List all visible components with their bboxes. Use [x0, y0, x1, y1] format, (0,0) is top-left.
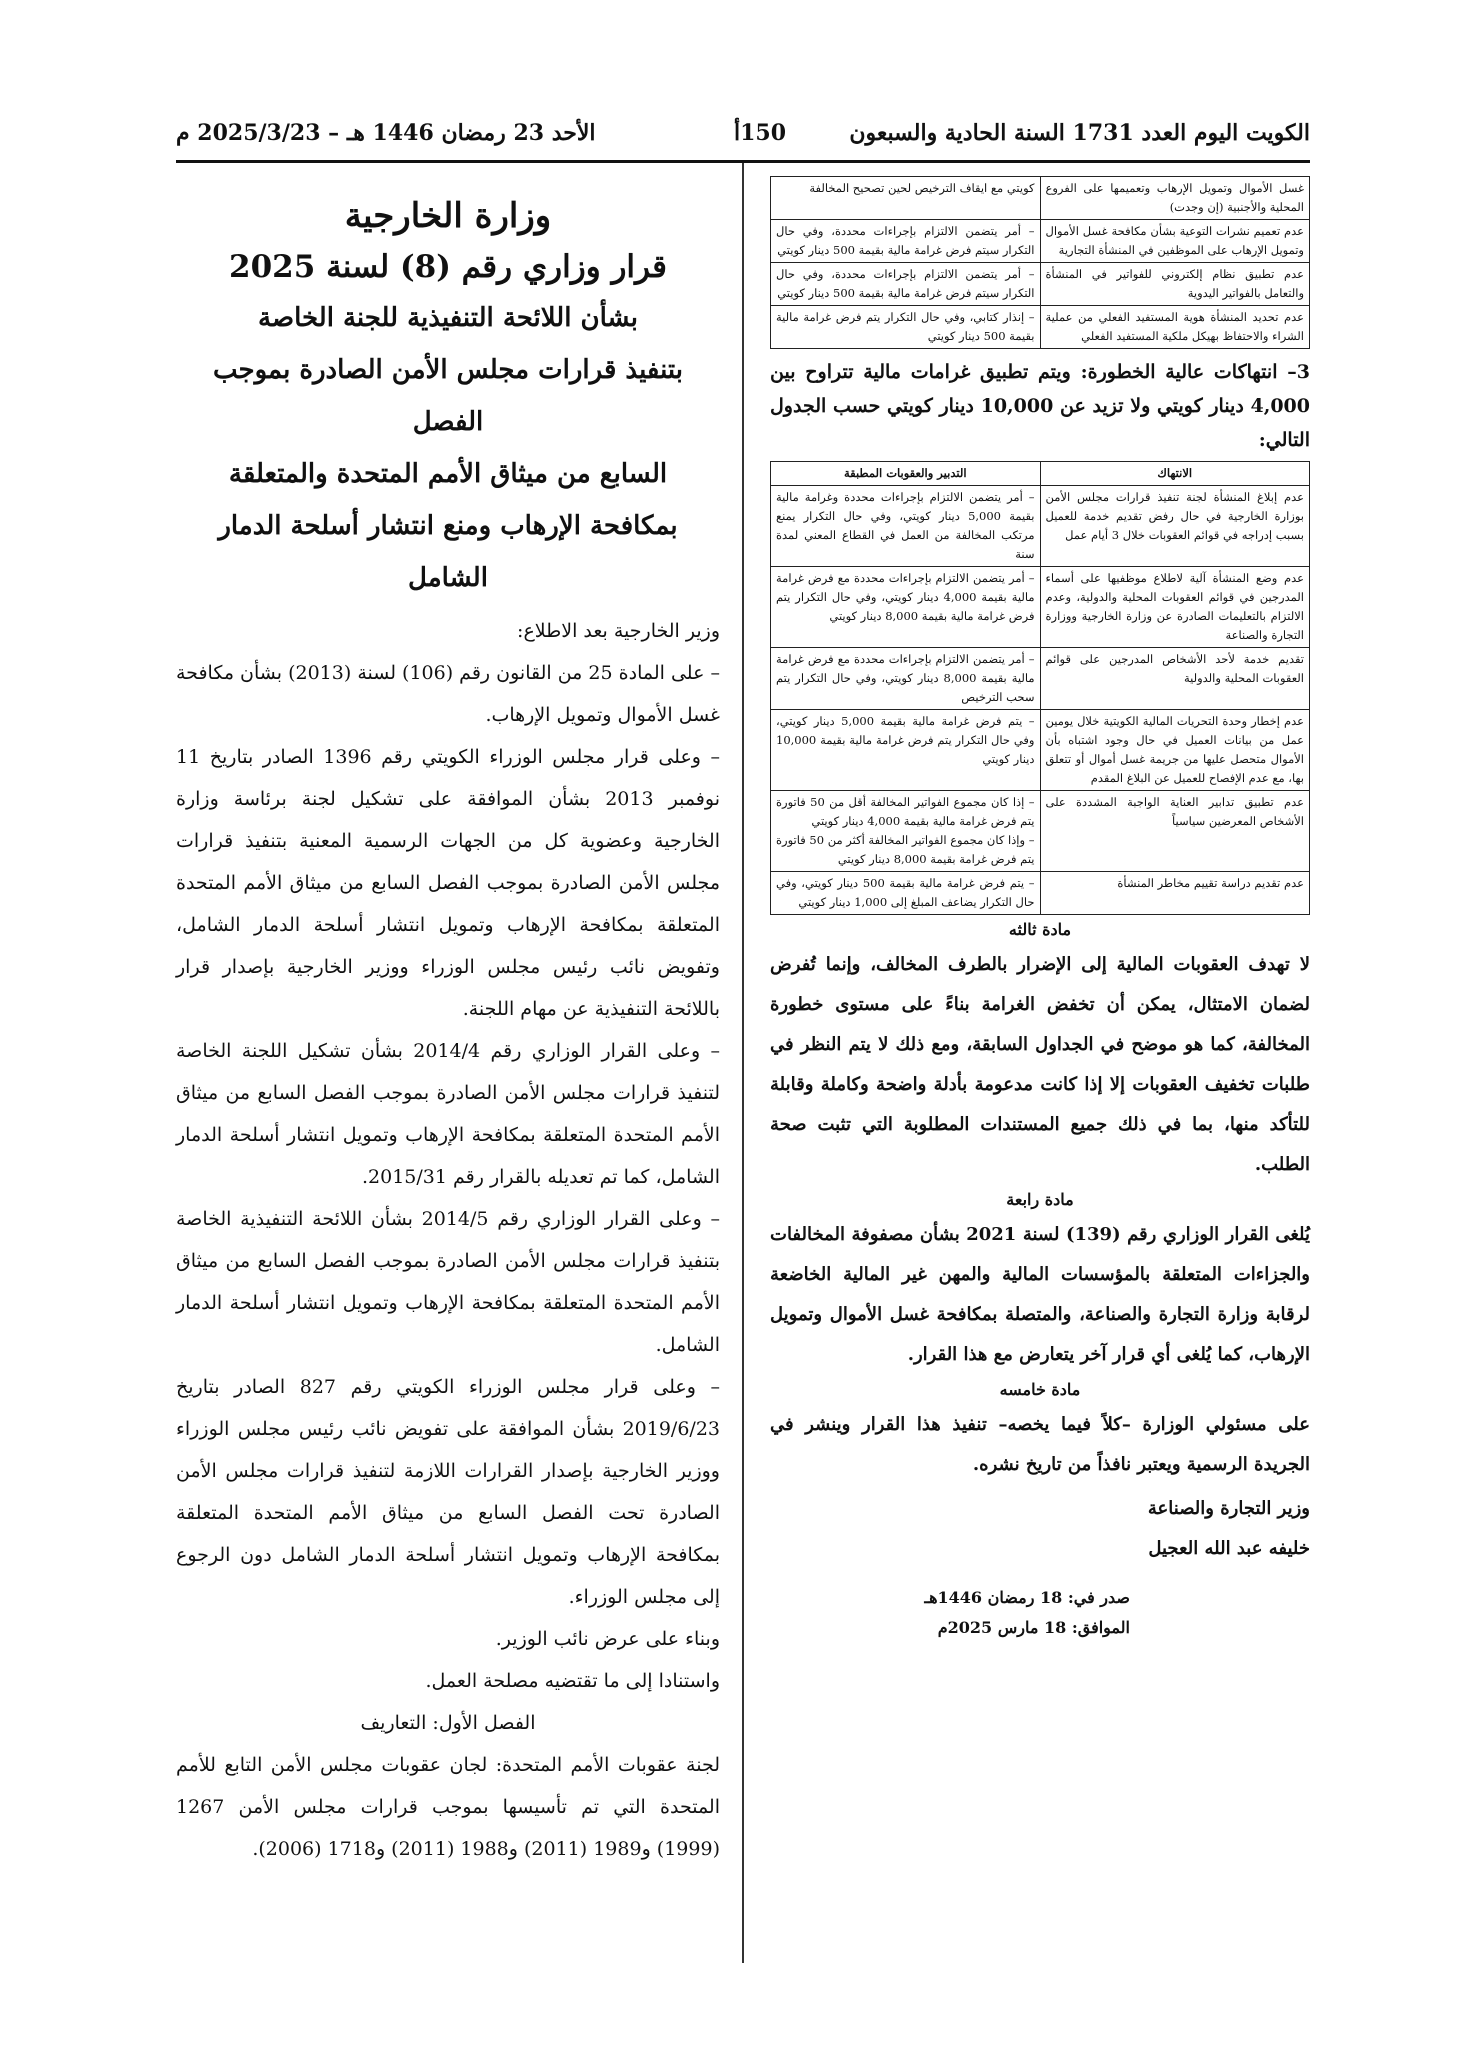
signatory-name: خليفه عبد الله العجيل — [1148, 1538, 1310, 1559]
penalty-cell: – أمر يتضمن الالتزام بإجراءات محددة مع فرض غرامة مالية بقيمة 4,000 دينار كويتي، وفي حال التكرار يتم فرض غرامة مالية بقيمة 8,000 دينار كويتي — [771, 567, 1041, 648]
violation-cell: عدم تطبيق نظام إلكتروني للفواتير في المنشأة والتعامل بالفواتير اليدوية — [1040, 263, 1310, 306]
penalty-cell: – أمر يتضمن الالتزام بإجراءات محددة وغرامة مالية بقيمة 5,000 دينار كويتي، وفي حال التكرار يمنع مرتكب المخالفة من العمل في القطاع المعني لمدة سنة — [771, 486, 1041, 567]
preamble-paragraph: وبناء على عرض نائب الوزير. — [495, 1628, 720, 1650]
article-5-text: على مسئولي الوزارة –كلاً فيما يخصه– تنفيذ هذا القرار وينشر في الجريدة الرسمية ويعتبر نافذاً من تاريخ نشره. — [770, 1414, 1310, 1475]
preamble-paragraph: – وعلى قرار مجلس الوزراء الكويتي رقم 1396 الصادر بتاريخ 11 نوفمبر 2013 بشأن الموافقة على تشكيل لجنة برئاسة وزارة الخارجية وعضوية كل من الجهات الرسمية المعنية بتنفيذ قرارات مجلس الأمن الصادرة بموجب الفصل السابع من ميثاق الأمم المتحدة المتعلقة بمكافحة الإرهاب وتمويل انتشار أسلحة الدمار الشامل، وتفويض نائب رئيس مجلس الوزراء ووزير الخارجية بإصدار قرار باللائحة التنفيذية عن مهام اللجنة. — [176, 746, 720, 1020]
issue-dates — [770, 1583, 1310, 1643]
decree-subject-2: بتنفيذ قرارات مجلس الأمن الصادرة بموجب الفصل — [213, 355, 683, 437]
table-row — [771, 263, 1310, 306]
preamble-paragraph: – وعلى القرار الوزاري رقم 2014/4 بشأن تشكيل اللجنة الخاصة لتنفيذ قرارات مجلس الأمن الصادرة بموجب الفصل السابع من ميثاق الأمم المتحدة المتعلقة بمكافحة الإرهاب وتمويل انتشار أسلحة الدمار الشامل، كما تم تعديله بالقرار رقم 2015/31. — [176, 1040, 720, 1188]
ministry-title: وزارة الخارجية — [344, 196, 552, 236]
article-3-title: مادة ثالثه — [1008, 920, 1072, 939]
high-severity-violations-table — [770, 461, 1310, 915]
issued-hijri-date: صدر في: 18 رمضان 1446هـ — [924, 1588, 1130, 1607]
signature-block — [770, 1489, 1310, 1569]
table-row — [771, 710, 1310, 791]
chapter-title: الفصل الأول: التعاريف — [360, 1712, 536, 1734]
penalty-cell: – أمر يتضمن الالتزام بإجراءات محددة، وفي حال التكرار سيتم فرض غرامة مالية بقيمة 500 دينار كويتي — [771, 263, 1041, 306]
issue-date: الأحد 23 رمضان 1446 هـ – 2025/3/23 م — [176, 120, 596, 146]
penalty-cell: – إذا كان مجموع الفواتير المخالفة أقل من 50 فاتورة يتم فرض غرامة مالية بقيمة 4,000 دينار كويتي – وإذا كان مجموع الفواتير المخالفة أكثر من 50 فاتورة يتم فرض غرامة بقيمة 8,000 دينار كويتي — [771, 791, 1041, 872]
page-number: 150أ — [734, 120, 787, 146]
penalty-cell: – أمر يتضمن الالتزام بإجراءات محددة مع فرض غرامة مالية بقيمة 8,000 دينار كويتي، وفي حال التكرار يتم سحب الترخيص — [771, 648, 1041, 710]
signatory-title: وزير التجارة والصناعة — [1147, 1498, 1310, 1519]
violation-cell: عدم وضع المنشأة آلية لاطلاع موظفيها على أسماء المدرجين في قوائم العقوبات المحلية والدولية، وعدم الالتزام بالتعليمات الصادرة عن وزارة الخارجية ووزارة التجارة والصناعة — [1040, 567, 1310, 648]
newspaper-issue: الكويت اليوم العدد 1731 السنة الحادية والسبعون — [849, 120, 1310, 146]
preamble-paragraph: – وعلى قرار مجلس الوزراء الكويتي رقم 827 الصادر بتاريخ 2019/6/23 بشأن الموافقة على تفويض نائب رئيس مجلس الوزراء ووزير الخارجية بإصدار القرارات اللازمة لتنفيذ قرارات مجلس الأمن الصادرة تحت الفصل السابع من ميثاق الأمم المتحدة المتعلقة بمكافحة الإرهاب وتمويل انتشار أسلحة الدمار الشامل دون الرجوع إلى مجلس الوزراء. — [176, 1376, 720, 1608]
column-divider — [742, 163, 744, 1963]
table-row — [771, 872, 1310, 915]
violation-header: الانتهاك — [1040, 462, 1310, 486]
preamble-paragraph: – على المادة 25 من القانون رقم (106) لسنة (2013) بشأن مكافحة غسل الأموال وتمويل الإرهاب. — [176, 662, 720, 726]
article-4-text: يُلغى القرار الوزاري رقم (139) لسنة 2021 بشأن مصفوفة المخالفات والجزاءات المتعلقة بالمؤسسات المالية والمهن غير المالية الخاضعة لرقابة وزارة التجارة والصناعة، والمتصلة بمكافحة غسل الأموال وتمويل الإرهاب، كما يُلغى أي قرار آخر يتعارض مع هذا القرار. — [770, 1224, 1310, 1365]
violation-cell: عدم تحديد المنشأة هوية المستفيد الفعلي من عملية الشراء والاحتفاظ بهيكل ملكية المستفيد الفعلي — [1040, 306, 1310, 349]
regulation-column — [770, 176, 1310, 1643]
violation-cell: عدم إبلاغ المنشأة لجنة تنفيذ قرارات مجلس الأمن بوزارة الخارجية في حال رفض تقديم خدمة للعميل بسبب إدراجه في قوائم العقوبات خلال 3 أيام عمل — [1040, 486, 1310, 567]
penalty-cell: – أمر يتضمن الالتزام بإجراءات محددة، وفي حال التكرار سيتم فرض غرامة مالية بقيمة 500 دينار كويتي — [771, 220, 1041, 263]
violation-cell: تقديم خدمة لأحد الأشخاص المدرجين على قوائم العقوبات المحلية والدولية — [1040, 648, 1310, 710]
penalty-header: التدبير والعقوبات المطبقة — [771, 462, 1041, 486]
table-row — [771, 306, 1310, 349]
decree-subject-4: بمكافحة الإرهاب ومنع انتشار أسلحة الدمار الشامل — [218, 511, 678, 593]
decree-subject-1: بشأن اللائحة التنفيذية للجنة الخاصة — [258, 303, 638, 333]
table-row — [771, 648, 1310, 710]
preamble-paragraph: وزير الخارجية بعد الاطلاع: — [517, 620, 720, 642]
definition-paragraph: لجنة عقوبات الأمم المتحدة: لجان عقوبات مجلس الأمن التابع للأمم المتحدة التي تم تأسيسها بموجب قرارات مجلس الأمن 1267 (1999) و1989 (2011) و1988 (2011) و1718 (2006). — [176, 1754, 720, 1860]
penalty-cell: كويتي مع ايقاف الترخيص لحين تصحيح المخالفة — [771, 177, 1041, 220]
penalty-cell: – إنذار كتابي، وفي حال التكرار يتم فرض غرامة مالية بقيمة 500 دينار كويتي — [771, 306, 1041, 349]
table-row — [771, 177, 1310, 220]
violation-cell: عدم تعميم نشرات التوعية بشأن مكافحة غسل الأموال وتمويل الإرهاب على الموظفين في المنشأة التجارية — [1040, 220, 1310, 263]
table-row — [771, 220, 1310, 263]
preamble-paragraph: – وعلى القرار الوزاري رقم 2014/5 بشأن اللائحة التنفيذية الخاصة بتنفيذ قرارات مجلس الأمن الصادرة بموجب الفصل السابع من ميثاق الأمم المتحدة المتعلقة بمكافحة الإرهاب وتمويل انتشار أسلحة الدمار الشامل. — [176, 1208, 720, 1356]
violation-cell: عدم تطبيق تدابير العناية الواجبة المشددة على الأشخاص المعرضين سياسياً — [1040, 791, 1310, 872]
violation-cell: عدم تقديم دراسة تقييم مخاطر المنشأة — [1040, 872, 1310, 915]
table-row — [771, 486, 1310, 567]
article-5-title: مادة خامسه — [999, 1380, 1081, 1399]
article-3-text: لا تهدف العقوبات المالية إلى الإضرار بالطرف المخالف، وإنما تُفرض لضمان الامتثال، يمكن أن تخفض الغرامة بناءً على مستوى خطورة المخالفة، كما هو موضح في الجداول السابقة، ومع ذلك لا يتم النظر في طلبات تخفيف العقوبات إلا إذا كانت مدعومة بأدلة واضحة وكاملة وقابلة للتأكد منها، بما في ذلك جميع المستندات المطلوبة التي تثبت صحة الطلب. — [770, 954, 1310, 1175]
penalty-cell: – يتم فرض غرامة مالية بقيمة 500 دينار كويتي، وفي حال التكرار يضاعف المبلغ إلى 1,000 دينار كويتي — [771, 872, 1041, 915]
high-severity-heading: 3– انتهاكات عالية الخطورة: ويتم تطبيق غرامات مالية تتراوح بين 4,000 دينار كويتي ولا تزيد عن 10,000 دينار كويتي حسب الجدول التالي: — [770, 361, 1310, 451]
article-4-title: مادة رابعة — [1006, 1190, 1074, 1209]
page-header — [176, 120, 1310, 156]
decree-subject-3: السابع من ميثاق الأمم المتحدة والمتعلقة — [228, 459, 668, 489]
preamble-paragraph: واستنادا إلى ما تقتضيه مصلحة العمل. — [425, 1670, 720, 1692]
violations-table-continued — [770, 176, 1310, 349]
table-row — [771, 791, 1310, 872]
violation-cell: عدم إخطار وحدة التحريات المالية الكويتية خلال يومين عمل من بيانات العميل في حال وجود اشتباه بأن الأموال متحصل عليها من جريمة غسل أموال أو تتعلق بها، مع عدم الإفصاح للعميل عن البلاغ المقدم — [1040, 710, 1310, 791]
table-row — [771, 567, 1310, 648]
penalty-cell: – يتم فرض غرامة مالية بقيمة 5,000 دينار كويتي، وفي حال التكرار يتم فرض غرامة مالية بقيمة 10,000 دينار كويتي — [771, 710, 1041, 791]
decree-number: قرار وزاري رقم (8) لسنة 2025 — [229, 249, 667, 285]
violation-cell: غسل الأموال وتمويل الإرهاب وتعميمها على الفروع المحلية والأجنبية (إن وجدت) — [1040, 177, 1310, 220]
issued-gregorian-date: الموافق: 18 مارس 2025م — [937, 1618, 1130, 1637]
decree-column — [176, 190, 720, 1870]
table-header-row — [771, 462, 1310, 486]
